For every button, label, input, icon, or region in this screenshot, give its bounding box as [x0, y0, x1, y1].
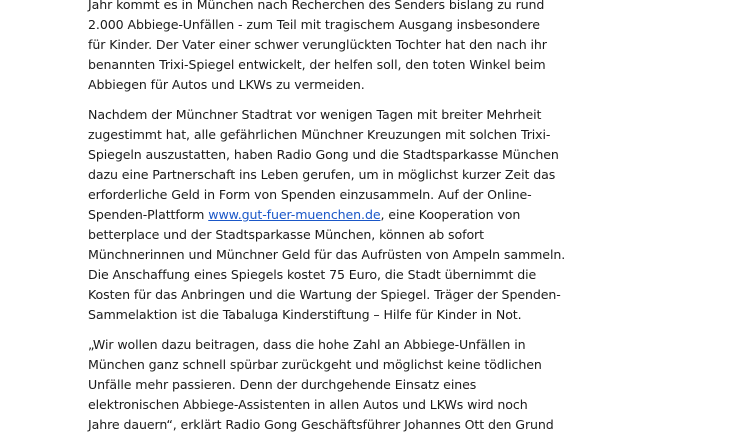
text-line: Münchnerinnen und Münchner Geld für das Aufrüsten von Ampeln sammeln.	[88, 247, 566, 262]
text-line: Nachdem der Münchner Stadtrat vor wenigen Tagen mit breiter Mehrheit	[88, 107, 542, 122]
article-body	[88, 0, 566, 445]
text-line: München ganz schnell spürbar zurückgeht und möglichst keine tödlichen	[88, 357, 542, 372]
text-line: „Wir wollen dazu beitragen, dass die hohe Zahl an Abbiege-Unfällen in	[88, 337, 526, 352]
text-line: benannten Trixi-Spiegel entwickelt, der helfen soll, den toten Winkel beim	[88, 57, 546, 72]
text-line-with-link	[88, 205, 566, 225]
text-line: 2.000 Abbiege-Unfällen - zum Teil mit tragischem Ausgang insbesondere	[88, 17, 540, 32]
text-line: zugestimmt hat, alle gefährlichen Münchner Kreuzungen mit solchen Trixi-	[88, 127, 551, 142]
text-line: Kosten für das Anbringen und die Wartung der Spiegel. Träger der Spenden-	[88, 287, 561, 302]
paragraph-2	[88, 105, 566, 325]
text-line: Unfälle mehr passieren. Denn der durchgehende Einsatz eines	[88, 377, 477, 392]
text-line: erforderliche Geld in Form von Spenden einzusammeln. Auf der Online-	[88, 187, 532, 202]
text-line: für Kinder. Der Vater einer schwer verunglückten Tochter hat den nach ihr	[88, 37, 547, 52]
text-line: dazu eine Partnerschaft ins Leben gerufen, um in möglichst kurzer Zeit das	[88, 167, 556, 182]
text-line: betterplace und der Stadtsparkasse München, können ab sofort	[88, 227, 484, 242]
text-before-link: Spenden-Plattform	[88, 207, 209, 222]
text-line: elektronischen Abbiege-Assistenten in allen Autos und LKWs wird noch	[88, 397, 528, 412]
text-line: Spiegeln auszustatten, haben Radio Gong und die Stadtsparkasse München	[88, 147, 559, 162]
paragraph-1	[88, 0, 566, 95]
text-line: Jahr kommt es in München nach Recherchen des Senders bislang zu rund	[88, 0, 545, 12]
text-line: Die Anschaffung eines Spiegels kostet 75 Euro, die Stadt übernimmt die	[88, 267, 537, 282]
text-line: Jahre dauern“, erklärt Radio Gong Geschäftsführer Johannes Ott den Grund	[88, 417, 554, 432]
text-line: Abbiegen für Autos und LKWs zu vermeiden.	[88, 77, 365, 92]
donation-platform-link[interactable]: www.gut-fuer-muenchen.de	[208, 207, 381, 222]
paragraph-3	[88, 335, 566, 435]
text-after-link: , eine Kooperation von	[380, 207, 521, 222]
text-line: Sammelaktion ist die Tabaluga Kinderstiftung – Hilfe für Kinder in Not.	[88, 307, 522, 322]
